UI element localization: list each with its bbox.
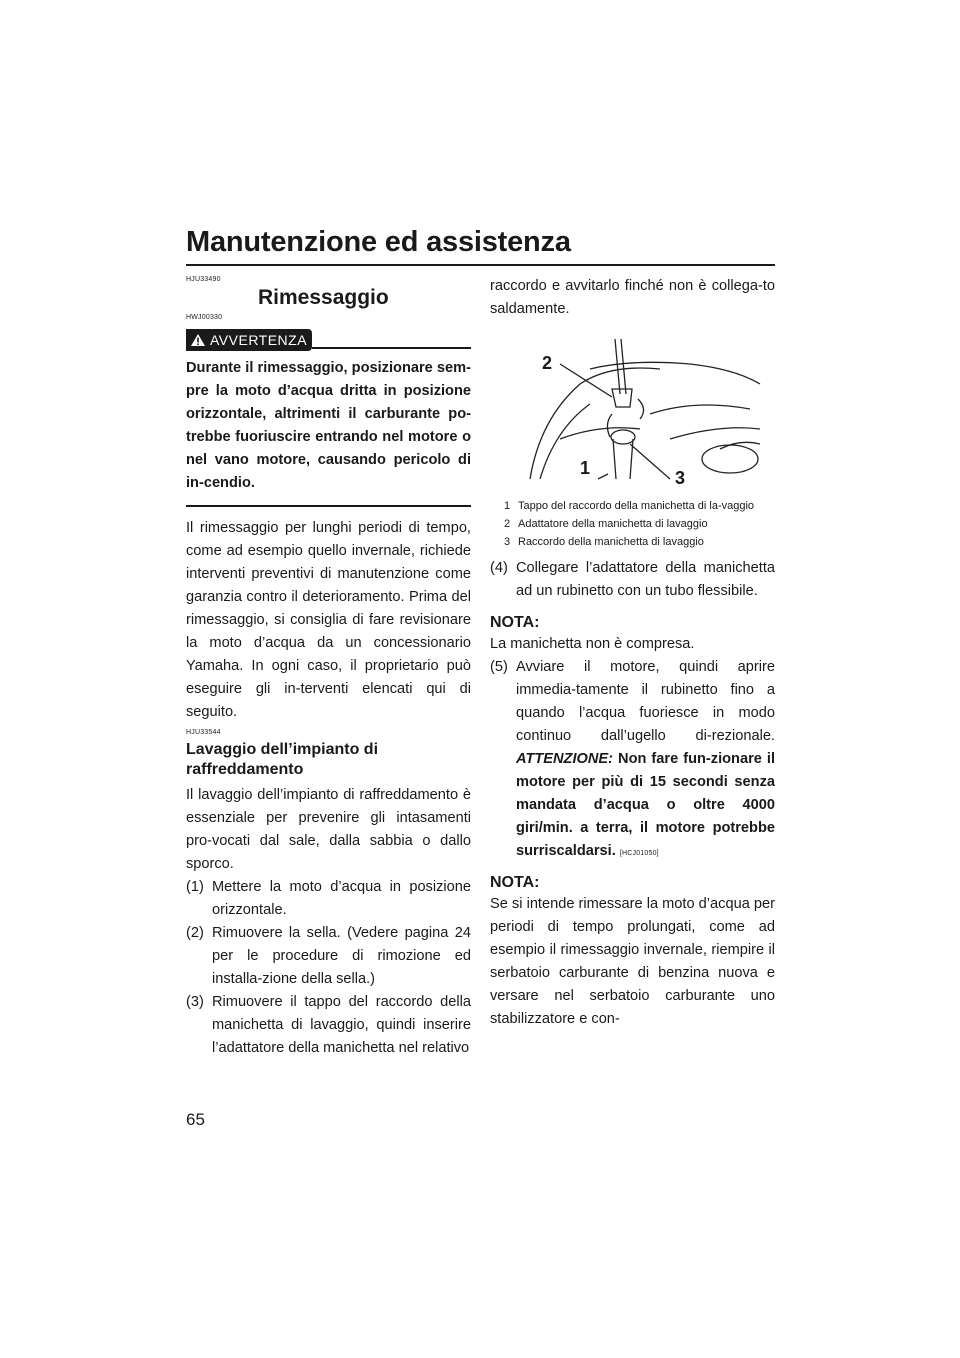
warning-bottom-rule xyxy=(186,505,471,507)
flushing-illustration xyxy=(520,329,765,489)
warning-label: AVVERTENZA xyxy=(210,331,308,348)
step-text: Rimuovere il tappo del raccordo della manichetta di lavaggio, quindi inserire l’adattatore della manichetta nel relativo xyxy=(212,994,471,1056)
page-number: 65 xyxy=(186,1110,205,1129)
subsection-intro: Il lavaggio dell’impianto di raffreddamento è essenziale per prevenire gli intasamenti pro-vocati dal sale, dalla sabbia o dallo sporco. xyxy=(186,787,471,872)
caption-1 xyxy=(504,499,775,513)
left-column xyxy=(186,275,471,1060)
step-text: raccordo e avvitarlo finché non è collega-to saldamente. xyxy=(490,278,775,317)
step-number: (4) xyxy=(490,560,508,576)
caption-text: Tappo del raccordo della manichetta di la-vaggio xyxy=(518,500,755,512)
caption-3 xyxy=(504,535,775,549)
step-5-text: Avviare il motore, quindi aprire immedia-tamente il rubinetto fino a quando l’acqua fuoriesce in modo continuo dall’ugello di-rezionale. xyxy=(516,659,775,744)
step-number: (1) xyxy=(186,879,204,895)
flushing-hose-illustration xyxy=(520,329,765,489)
step-text: Mettere la moto d’acqua in posizione orizzontale. xyxy=(212,879,471,918)
warning-code: HWJ00330 xyxy=(186,314,223,321)
caption-number: 2 xyxy=(504,518,511,530)
nota-text-2: Se si intende rimessare la moto d’acqua per periodi di tempo prolungati, come ad esempio il rimessaggio invernale, riempire il serbatoio carburante di benzina nuova e versare nel serbatoio carburante uno stabilizzatore e con- xyxy=(490,896,775,1027)
warning-badge xyxy=(186,329,312,351)
subsection-code: HJU33544 xyxy=(186,729,221,736)
section-title: Rimessaggio xyxy=(258,286,389,309)
step-number: (5) xyxy=(490,659,508,675)
warning-top-rule xyxy=(312,347,471,349)
step-number: (2) xyxy=(186,925,204,941)
intro-paragraph: Il rimessaggio per lunghi periodi di tempo, come ad esempio quello invernale, richiede interventi preventivi di manutenzione come garanzia contro il deterioramento. Prima del rimessaggio, si consiglia di fare revisionare la moto d’acqua da un concessionario Yamaha. In ogni caso, il proprietario può eseguire gli in-terventi elencati qui di seguito. xyxy=(186,520,471,720)
caption-number: 1 xyxy=(504,500,511,512)
nota-title-2: NOTA: xyxy=(490,874,540,891)
step-text-5 xyxy=(516,656,775,863)
right-column xyxy=(490,275,775,1031)
caption-text: Adattatore della manichetta di lavaggio xyxy=(518,518,708,530)
step-text: Rimuovere la sella. (Vedere pagina 24 per le procedure di rimozione ed installa-zione della sella.) xyxy=(212,925,471,987)
figure-label-3: 3 xyxy=(675,468,686,488)
warning-text: Durante il rimessaggio, posizionare sem-pre la moto d’acqua dritta in posizione orizzontale, altrimenti il carburante po-trebbe fuoriuscire entrando nel motore o nel vano motore, causando pericolo di in-cendio. xyxy=(186,360,471,491)
step-number: (3) xyxy=(186,994,204,1010)
step-1 xyxy=(186,876,471,922)
header-rule xyxy=(186,264,775,266)
step-5 xyxy=(490,656,775,863)
figure-label-2: 2 xyxy=(542,353,553,373)
nota-title-1: NOTA: xyxy=(490,614,540,631)
subsection-title: Lavaggio dell’impianto di raffreddamento xyxy=(186,741,379,778)
section-code: HJU33490 xyxy=(186,276,221,283)
nota-text-1: La manichetta non è compresa. xyxy=(490,636,695,652)
page-header-title: Manutenzione ed assistenza xyxy=(186,226,571,258)
warning-header xyxy=(186,329,471,351)
step-2 xyxy=(186,922,471,991)
step-text: Collegare l’adattatore della manichetta ad un rubinetto con un tubo flessibile. xyxy=(516,560,775,599)
warning-triangle-icon xyxy=(190,333,206,347)
caption-2 xyxy=(504,517,775,531)
attention-code: [HCJ01050] xyxy=(619,850,659,857)
caption-number: 3 xyxy=(504,536,511,548)
step-3 xyxy=(186,991,471,1060)
attention-label: ATTENZIONE: xyxy=(516,751,614,767)
step-4 xyxy=(490,557,775,603)
caption-text: Raccordo della manichetta di lavaggio xyxy=(518,536,704,548)
step-3-continued xyxy=(490,275,775,321)
figure-label-1: 1 xyxy=(580,458,591,478)
attention-text: Non fare fun-zionare il motore per più di 15 secondi senza mandata d’acqua o oltre 4000 giri/min. a terra, il motore potrebbe surriscaldarsi. xyxy=(516,751,775,859)
